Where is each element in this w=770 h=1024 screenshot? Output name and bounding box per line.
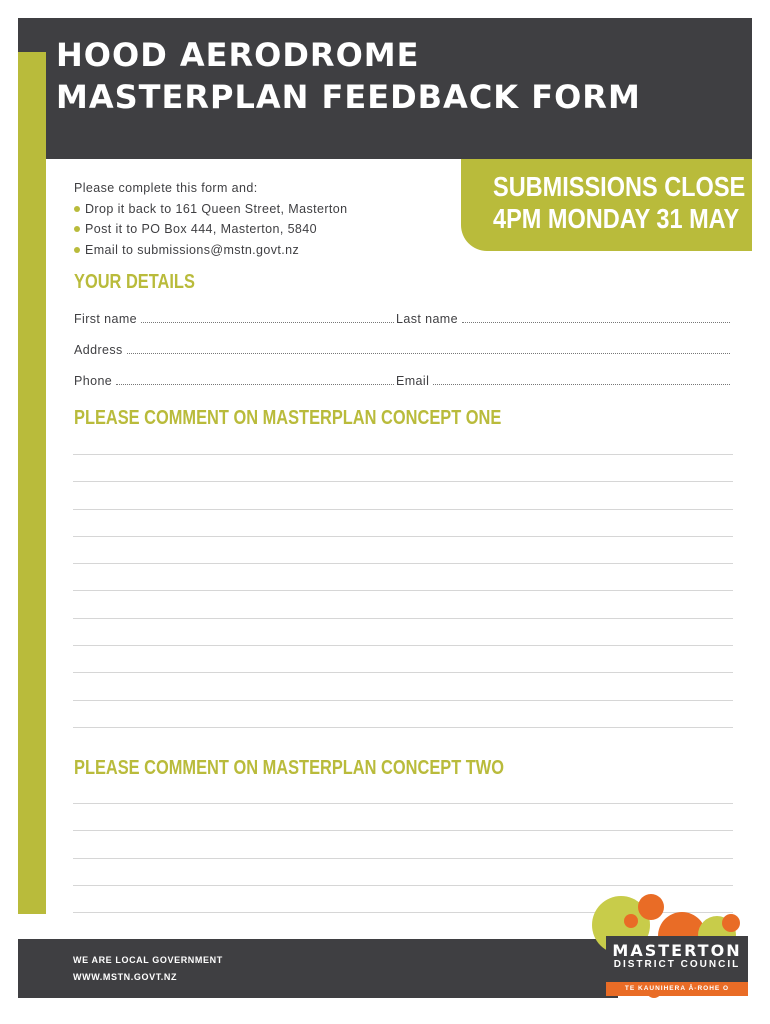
comment-line[interactable]	[73, 481, 733, 482]
deadline-badge	[461, 159, 752, 251]
page-title	[56, 34, 641, 118]
side-accent-bar	[18, 52, 46, 914]
footer-tagline: WE ARE LOCAL GOVERNMENT	[73, 955, 223, 965]
comment-line[interactable]	[73, 700, 733, 701]
phone-field[interactable]	[74, 372, 396, 388]
address-label: Address	[74, 343, 123, 357]
comment-line[interactable]	[73, 454, 733, 455]
logo-subtitle: DISTRICT COUNCIL	[613, 959, 741, 970]
title-line-2: MASTERPLAN FEEDBACK FORM	[56, 78, 641, 116]
comment-line[interactable]	[73, 858, 733, 859]
footer-bar	[18, 939, 618, 998]
title-line-1: HOOD AERODROME	[56, 36, 420, 74]
phone-line[interactable]	[116, 384, 394, 385]
comment-line[interactable]	[73, 830, 733, 831]
email-label: Email	[396, 374, 430, 388]
first-name-label: First name	[74, 312, 138, 326]
concept-two-heading: PLEASE COMMENT ON MASTERPLAN CONCEPT TWO	[74, 757, 505, 779]
logo-wordmark	[606, 936, 748, 1006]
email-field[interactable]	[396, 372, 732, 388]
comment-line[interactable]	[73, 509, 733, 510]
address-line[interactable]	[127, 353, 730, 354]
comment-line[interactable]	[73, 536, 733, 537]
deadline-line-1: SUBMISSIONS CLOSE	[493, 171, 746, 202]
comment-line[interactable]	[73, 672, 733, 673]
instructions	[74, 178, 347, 260]
email-line[interactable]	[433, 384, 730, 385]
bullet-icon	[74, 247, 80, 253]
bullet-icon	[74, 206, 80, 212]
comment-line[interactable]	[73, 618, 733, 619]
logo-name: MASTERTON	[612, 941, 742, 960]
contact-row	[74, 372, 732, 388]
comment-line[interactable]	[73, 803, 733, 804]
concept-one-comment-area[interactable]	[73, 454, 733, 754]
logo-circle	[638, 894, 664, 920]
logo-circle	[722, 914, 740, 932]
comment-line[interactable]	[73, 590, 733, 591]
comment-line[interactable]	[73, 727, 733, 728]
masterton-logo	[588, 890, 758, 1006]
deadline-line-2: 4PM MONDAY 31 MAY	[493, 203, 740, 234]
address-field[interactable]	[74, 341, 732, 357]
instruction-item: Email to submissions@mstn.govt.nz	[74, 240, 347, 261]
instruction-item: Post it to PO Box 444, Masterton, 5840	[74, 219, 347, 240]
last-name-field[interactable]	[396, 310, 732, 326]
logo-circle	[624, 914, 638, 928]
comment-line[interactable]	[73, 885, 733, 886]
comment-line[interactable]	[73, 563, 733, 564]
address-row	[74, 341, 732, 357]
last-name-line[interactable]	[462, 322, 730, 323]
comment-line[interactable]	[73, 645, 733, 646]
your-details-heading: YOUR DETAILS	[74, 271, 195, 293]
phone-label: Phone	[74, 374, 113, 388]
concept-one-heading: PLEASE COMMENT ON MASTERPLAN CONCEPT ONE	[74, 407, 502, 429]
last-name-label: Last name	[396, 312, 458, 326]
instruction-item: Drop it back to 161 Queen Street, Masterton	[74, 199, 347, 220]
first-name-line[interactable]	[141, 322, 394, 323]
name-row	[74, 310, 732, 326]
bullet-icon	[74, 226, 80, 232]
footer-url[interactable]: WWW.MSTN.GOVT.NZ	[73, 972, 178, 982]
instructions-lead: Please complete this form and:	[74, 181, 258, 195]
first-name-field[interactable]	[74, 310, 396, 326]
logo-tagline: TE KAUNIHERA Ā-ROHE O WHAKAORIORI	[606, 982, 748, 996]
